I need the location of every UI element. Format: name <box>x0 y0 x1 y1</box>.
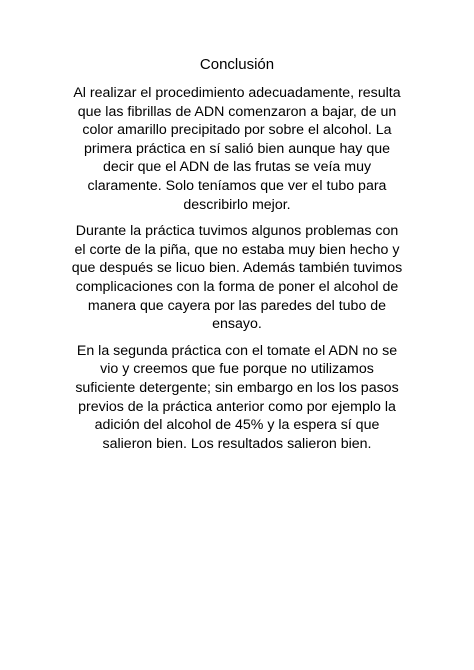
text-line: que las fibrillas de ADN comenzaron a bajar, de un <box>77 103 397 120</box>
text-line: Durante la práctica tuvimos algunos problemas con <box>75 223 399 240</box>
text-line: claramente. Solo teníamos que ver el tubo para <box>87 177 387 194</box>
text-line: suficiente detergente; sin embargo en los los pasos <box>75 379 399 396</box>
text-line: el corte de la piña, que no estaba muy bien hecho y <box>74 241 400 258</box>
text-line: decir que el ADN de las frutas se veía muy <box>102 159 372 176</box>
paragraph-2 <box>62 222 412 334</box>
text-line: Al realizar el procedimiento adecuadamente, resulta <box>73 85 401 101</box>
text-line: salieron bien. Los resultados salieron bien. <box>102 435 372 452</box>
text-line: color amarillo precipitado por sobre el alcohol. La <box>82 122 392 139</box>
conclusion-body <box>62 84 412 461</box>
paragraph-3 <box>62 342 412 454</box>
text-line: vio y creemos que fue porque no utilizamos <box>100 361 374 378</box>
text-line: previos de la práctica anterior como por ejemplo la <box>78 398 396 415</box>
page-title: Conclusión <box>199 56 275 73</box>
text-line: que después se licuo bien. Además también tuvimos <box>71 260 403 277</box>
text-line: ensayo. <box>212 316 262 333</box>
text-line: describirlo mejor. <box>183 196 291 213</box>
text-line: primera práctica en sí salió bien aunque hay que <box>83 140 390 157</box>
text-line: manera que cayera por las paredes del tubo de <box>87 297 387 314</box>
text-line: adición del alcohol de 45% y la espera sí que <box>94 417 380 434</box>
paragraph-1 <box>62 84 412 214</box>
text-line: En la segunda práctica con el tomate el ADN no se <box>76 342 398 359</box>
text-line: complicaciones con la forma de poner el alcohol de <box>75 278 399 295</box>
